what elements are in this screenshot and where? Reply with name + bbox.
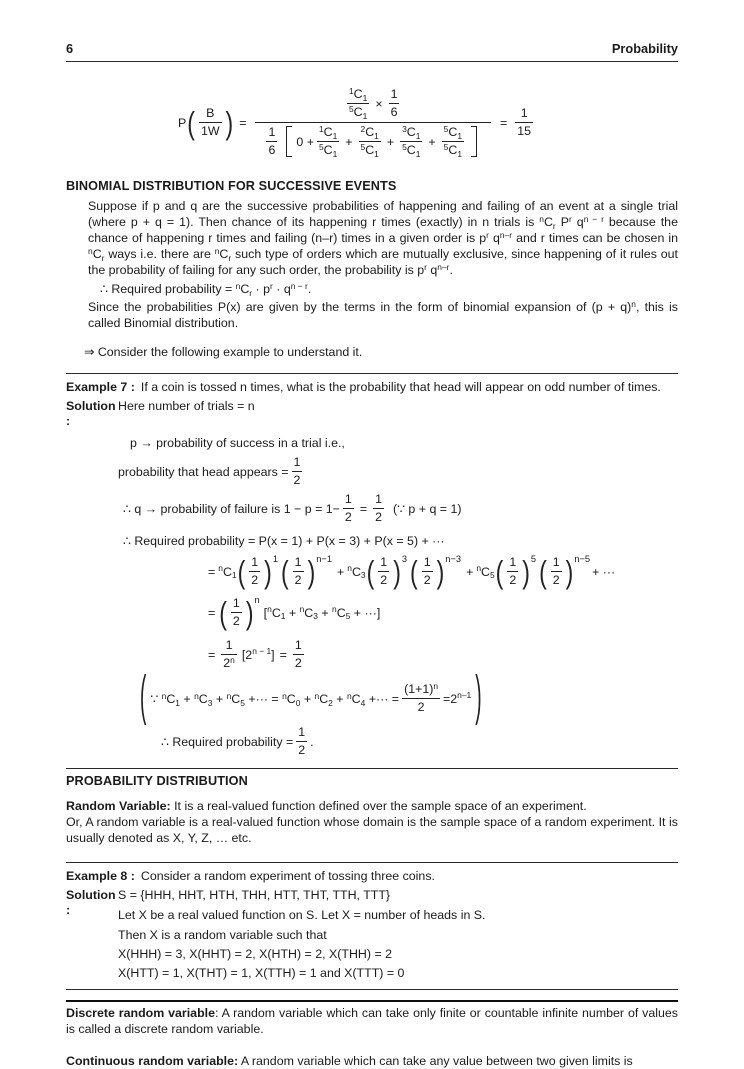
fraction-bar	[199, 122, 222, 123]
section-rule	[66, 373, 678, 374]
ncr-coefficient: $^nC_3$	[347, 563, 366, 581]
fraction-bar	[296, 741, 307, 742]
bracket-power: $[2^{n - 1}]$	[241, 646, 275, 662]
close-bracket	[471, 126, 477, 157]
consider-line: ⇒ Consider the following example to understand it.	[84, 345, 363, 359]
fraction-1-2: $\frac{1}{2}$	[380, 555, 388, 587]
fraction-1-2: $\frac{1}{2}$	[423, 555, 431, 587]
fraction-1-2: $\frac{1}{2}$	[294, 638, 302, 670]
fraction-1-15: $\frac{1}{15}$	[517, 106, 532, 138]
fraction-bar	[292, 471, 303, 472]
fraction-1-2: $\frac{1}{2}$	[375, 492, 382, 524]
fraction-2c1-5c1: $\frac{^2C_1}{^5C_1}$	[360, 123, 379, 159]
binomial-paragraph-1: Suppose if p and q are the successive probabilities of happening and failing of an event at a single trial (where p + q = 1). Then chance of its happening r times (exactly) in n trials is $^nC_r$ $P^r$ $q^{n - r}$ because the chance of happening r times and failing (n–r) times in a given order is $p^r$ $q^{n-r}$ and r times can be chosen in $^nC_r$ ways i.e. there are $^nC_r$ such type of orders which are mutually exclusive, since happening of it rules out the probability of failing for any such order, the probability is $p^r$ $q^{n-r}$.	[88, 199, 679, 277]
page-number: 6	[66, 41, 74, 56]
fraction-b-over-1w: $\frac{B}{1W}$	[200, 106, 220, 138]
section-rule	[66, 768, 678, 769]
continuous-term: Continuous random variable:	[66, 1054, 239, 1068]
solution-line: X(HTT) = 1, X(THT) = 1, X(TTH) = 1 and X(TTT) = 0	[118, 966, 405, 980]
fraction-1-6: $\frac{1}{6}$	[390, 87, 398, 119]
final-answer-line	[161, 726, 678, 757]
simplified-line	[205, 639, 678, 670]
period: .	[310, 734, 314, 749]
solution-line: Then X is a random variable such that	[118, 928, 327, 942]
main-fraction-denominator	[255, 124, 491, 159]
trials-line: Here number of trials = n	[118, 399, 255, 413]
example8-heading	[66, 869, 678, 884]
solution-label: Solution :	[66, 399, 116, 428]
ncr-coefficient: $^nC_5$	[476, 563, 495, 581]
plus-dots: + ···	[592, 564, 616, 579]
plus-sign: +	[428, 134, 436, 149]
required-probability-expansion: ∴ Required probability = P(x = 1) + P(x = 3) + P(x = 5) + ···	[123, 534, 445, 548]
q-failure-text: ∴ q → probability of failure is 1 − p = 1−	[123, 502, 340, 516]
solution-label: Solution :	[66, 888, 116, 917]
open-bracket	[286, 126, 292, 157]
fraction-1-6: $\frac{1}{6}$	[268, 125, 276, 157]
factored-line: = ( $\frac{1}{2}$ ) $^n$ [$^nC_1 + ^nC_3 + ^nC_5$ + ···]	[208, 594, 381, 631]
fraction-1-2: $\frac{1}{2}$	[344, 492, 352, 524]
fraction-bar	[343, 508, 354, 509]
section-rule	[66, 989, 678, 990]
chapter-title: Probability	[611, 41, 678, 56]
head-appears-text: probability that head appears =	[118, 464, 289, 479]
fraction-bar	[293, 654, 304, 655]
section-heading-probability-distribution: PROBABILITY DISTRIBUTION	[66, 774, 248, 788]
example7-heading	[66, 380, 678, 395]
discrete-term: Discrete random variable	[66, 1006, 215, 1020]
fraction-bar	[402, 698, 440, 699]
plus-sign: +	[466, 564, 474, 579]
example7-question: If a coin is tossed n times, what is the probability that head will appear on odd number of times.	[140, 380, 661, 394]
identity-note-line: ( ∵ $^nC_1 + ^nC_3 + ^nC_5$ +··· = $^nC_0 + ^nC_2 + ^nC_4$ +··· = $\frac{(1+1)^n}{2}$ $=2^{n-1}$ )	[140, 666, 482, 728]
fraction-bar	[378, 571, 389, 572]
p-symbol: P	[178, 115, 187, 130]
bracket-sum: [$^nC_1 + ^nC_3 + ^nC_5$ + ···]	[263, 604, 381, 622]
main-fraction-numerator	[336, 86, 410, 121]
q-failure-line	[123, 493, 678, 524]
plus-sign: +	[386, 134, 395, 149]
page-header	[66, 42, 678, 56]
fraction-bar	[422, 571, 433, 572]
main-fraction	[255, 86, 491, 159]
section-heading-binomial: BINOMIAL DISTRIBUTION FOR SUCCESSIVE EVENTS	[66, 179, 397, 193]
fraction-binomial-sum: $\frac{(1+1)^n}{2}$	[404, 680, 439, 714]
equals-sign: =	[500, 115, 508, 130]
equals-sign: =	[208, 647, 216, 662]
fraction-bar	[507, 571, 518, 572]
solution-line: Let X be a real valued function on S. Let X = number of heads in S.	[118, 908, 486, 922]
fraction-1-2: $\frac{1}{2}$	[294, 555, 302, 587]
because-note: (∵ p + q = 1)	[392, 502, 462, 516]
fraction-bar	[373, 508, 384, 509]
continuous-random-variable-definition	[66, 1053, 678, 1069]
discrete-text: : A random variable which can take only finite or countable infinite number of values is called a discrete random variable.	[66, 1006, 678, 1036]
plus-sign: +	[337, 564, 345, 579]
example7-solution-start	[66, 399, 678, 429]
head-appears-line	[118, 456, 678, 487]
fraction-1-2n: $\frac{1}{2^n}$	[223, 638, 235, 670]
fraction-1-2: $\frac{1}{2}$	[509, 555, 517, 587]
fraction-5c1-5c1: $\frac{^5C_1}{^5C_1}$	[443, 123, 462, 159]
solution-line: X(HHH) = 3, X(HHT) = 2, X(HTH) = 2, X(THH) = 2	[118, 947, 393, 961]
fraction-1c1-5c1: $\frac{^1C_1}{^5C_1}$	[348, 85, 368, 121]
example8-question: Consider a random experiment of tossing three coins.	[140, 869, 435, 883]
fraction-bar	[515, 122, 533, 123]
binomial-paragraph-2: Since the probabilities P(x) are given by the terms in the form of binomial expansion of $(p + q)^n$, this is called Binomial distribution.	[88, 298, 678, 330]
equals-sign: =	[208, 564, 216, 579]
zero-plus: 0 +	[296, 134, 314, 149]
random-variable-alt-definition: Or, A random variable is a real-valued function whose domain is the sample space of a random experiment. It is usually denoted as X, Y, Z, … etc.	[66, 815, 678, 845]
example8-solution	[66, 888, 678, 980]
fraction-bar	[266, 141, 277, 142]
binomial-terms-line: = $^nC_1$ ( $\frac{1}{2}$ ) $^1$ ( $\frac{1}{2}$ ) $^{n-1}$ + $^nC_3$ ( $\frac{1}{2}$ ) $^3$ ( $\frac{1}{2}$ ) $^{n-3}$ + $^nC_5$ ( $\frac{1}{2}$ ) $^5$ ( $\frac{1}{2}$ ) $^{n-5}$ + ···	[208, 553, 616, 590]
main-fraction-bar	[255, 122, 491, 123]
fraction-1-2: $\frac{1}{2}$	[232, 596, 240, 628]
fraction-3c1-5c1: $\frac{^3C_1}{^5C_1}$	[402, 123, 421, 159]
fraction-1-2: $\frac{1}{2}$	[293, 455, 301, 487]
identity-note-text: ∵ $^nC_1 + ^nC_3 + ^nC_5$ +··· = $^nC_0 + ^nC_2 + ^nC_4$ +··· =	[150, 690, 400, 708]
fraction-bar	[249, 571, 260, 572]
fraction-1-2: $\frac{1}{2}$	[552, 555, 560, 587]
fraction-bar	[551, 571, 562, 572]
final-answer-text: ∴ Required probability =	[161, 735, 294, 749]
random-variable-term: Random Variable:	[66, 799, 171, 813]
identity-note-result: $=2^{n-1}$	[443, 690, 472, 706]
header-rule	[66, 61, 678, 62]
ncr-coefficient: $^nC_1$	[218, 563, 237, 581]
example8-solution-body	[118, 888, 485, 980]
fraction-1-2: $\frac{1}{2}$	[251, 555, 259, 587]
sample-space-line: S = {HHH, HHT, HTH, THH, HTT, THT, TTH, TTT}	[118, 888, 391, 902]
p-success-line: p → probability of success in a trial i.e.,	[130, 436, 345, 450]
equals-sign: =	[359, 501, 368, 516]
discrete-random-variable-definition	[66, 1005, 678, 1037]
continuous-text: A random variable which can take any value between two given limits is	[238, 1054, 633, 1068]
example8-label: Example 8 :	[66, 869, 135, 883]
fraction-1c1-5c1: $\frac{^1C_1}{^5C_1}$	[318, 123, 338, 159]
example7-label: Example 7 :	[66, 380, 135, 394]
times-sign: ×	[375, 96, 383, 111]
plus-sign: +	[345, 134, 353, 149]
footer-rule	[66, 1000, 678, 1002]
conditional-probability-formula: P ( $\frac{B}{1W}$ ) = $\frac{^1C_1}{^5C_1}$ × $\frac{1}{6}$ $\frac{1}{6}$ 0 + $\frac{^1C_1}{^5C_1}$ + $\frac{^2C_1}{^5C_1}$ + $\frac{^3C_1}{^5C_1}$ + $\frac{^5C_1}{^5C_1}$ = $\frac{1}{15}$	[178, 85, 532, 159]
fraction-1-2: $\frac{1}{2}$	[298, 725, 306, 757]
required-probability-line: ∴ Required probability = $^nC_r \cdot p^r \cdot q^{n - r}$.	[100, 280, 312, 298]
random-variable-definition	[66, 798, 678, 814]
fraction-bar	[231, 612, 242, 613]
equals-sign: =	[239, 115, 247, 130]
fraction-bar	[293, 571, 304, 572]
equals-sign: =	[279, 647, 287, 662]
random-variable-text: It is a real-valued function defined over the sample space of an experiment.	[170, 799, 587, 813]
equals-sign: =	[208, 605, 216, 620]
section-rule	[66, 862, 678, 863]
fraction-bar	[389, 103, 400, 104]
